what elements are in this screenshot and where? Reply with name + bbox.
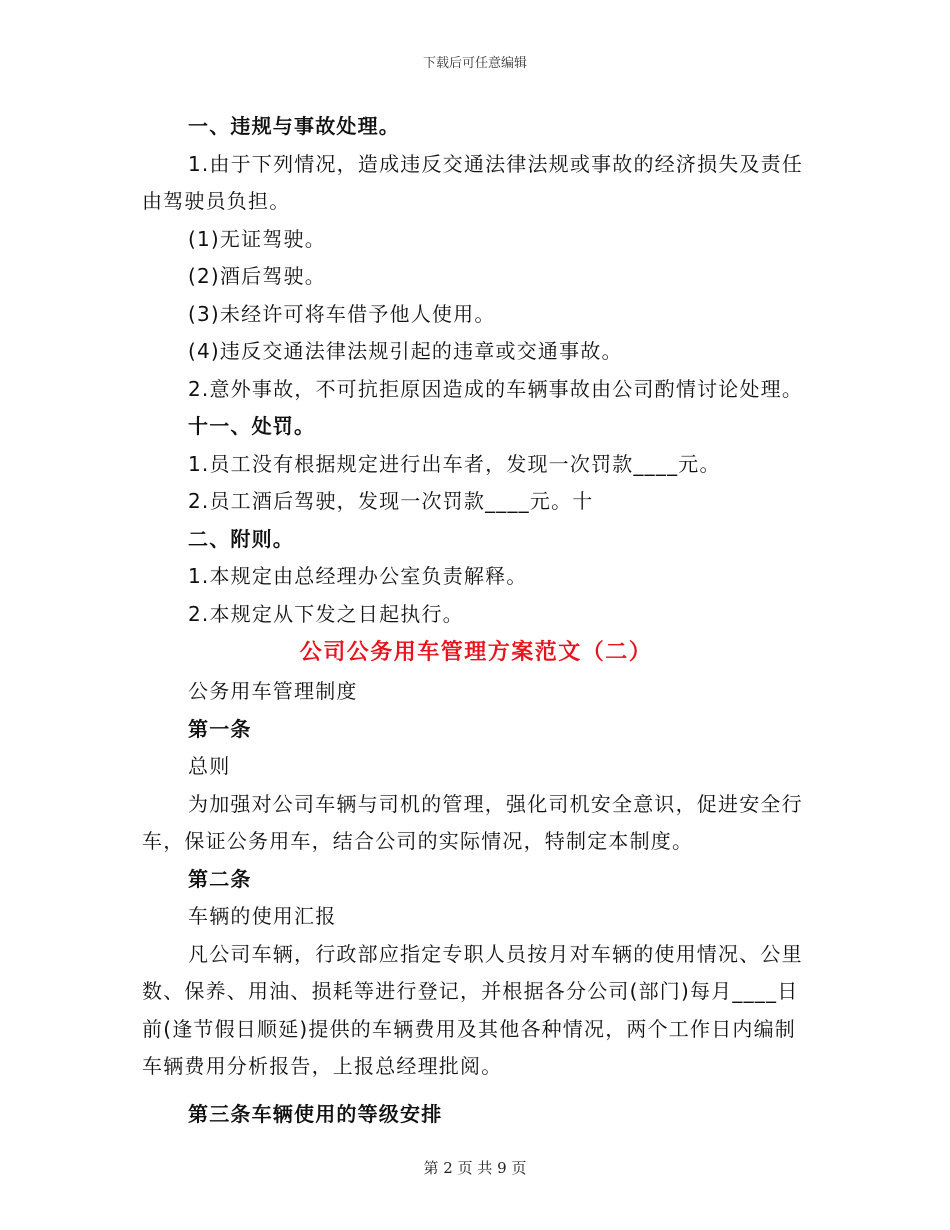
paragraph: 1.本规定由总经理办公室负责解释。 — [188, 564, 528, 588]
paragraph: 总则 — [188, 754, 231, 778]
page-header-note: 下载后可任意编辑 — [422, 56, 527, 71]
heading-supplementary: 二、附则。 — [188, 526, 294, 551]
paragraph: 车辆的使用汇报 — [188, 904, 337, 928]
page-footer-number: 第 2 页 共 9 页 — [423, 1159, 527, 1177]
article-heading: 第三条车辆使用的等级安排 — [188, 1101, 443, 1126]
article-heading: 第二条 — [188, 866, 252, 891]
document-body — [142, 108, 810, 1133]
paragraph: 2.意外事故，不可抗拒原因造成的车辆事故由公司酌情讨论处理。 — [188, 376, 804, 401]
list-item: (4)违反交通法律法规引起的违章或交通事故。 — [188, 339, 623, 363]
list-item: (1)无证驾驶。 — [188, 226, 326, 251]
heading-penalties: 十一、处罚。 — [188, 414, 316, 438]
paragraph: 凡公司车辆，行政部应指定专职人员按月对车辆的使用情况、公里数、保养、用油、损耗等进行登记，并根据各分公司(部门)每月____日前(逢节假日顺延)提供的车辆费用及其他各种情况，两个工作日内编制车辆费用分析报告，上报总经理批阅。 — [142, 941, 803, 1078]
article-heading: 第一条 — [188, 716, 252, 741]
section-title: 公司公务用车管理方案范文（二） — [299, 640, 653, 665]
paragraph: 1.员工没有根据规定进行出车者，发现一次罚款____元。 — [188, 451, 721, 476]
paragraph: 1.由于下列情况，造成违反交通法律法规或事故的经济损失及责任由驾驶员负担。 — [142, 151, 804, 213]
list-item: (3)未经许可将车借予他人使用。 — [188, 301, 496, 326]
paragraph: 为加强对公司车辆与司机的管理，强化司机安全意识，促进安全行车，保证公务用车，结合公司的实际情况，特制定本制度。 — [142, 791, 803, 853]
paragraph: 公务用车管理制度 — [188, 679, 358, 703]
list-item: (2)酒后驾驶。 — [188, 264, 326, 288]
heading-violations: 一、违规与事故处理。 — [188, 114, 400, 138]
paragraph: 2.本规定从下发之日起执行。 — [188, 601, 464, 626]
paragraph: 2.员工酒后驾驶，发现一次罚款____元。十 — [188, 489, 594, 513]
